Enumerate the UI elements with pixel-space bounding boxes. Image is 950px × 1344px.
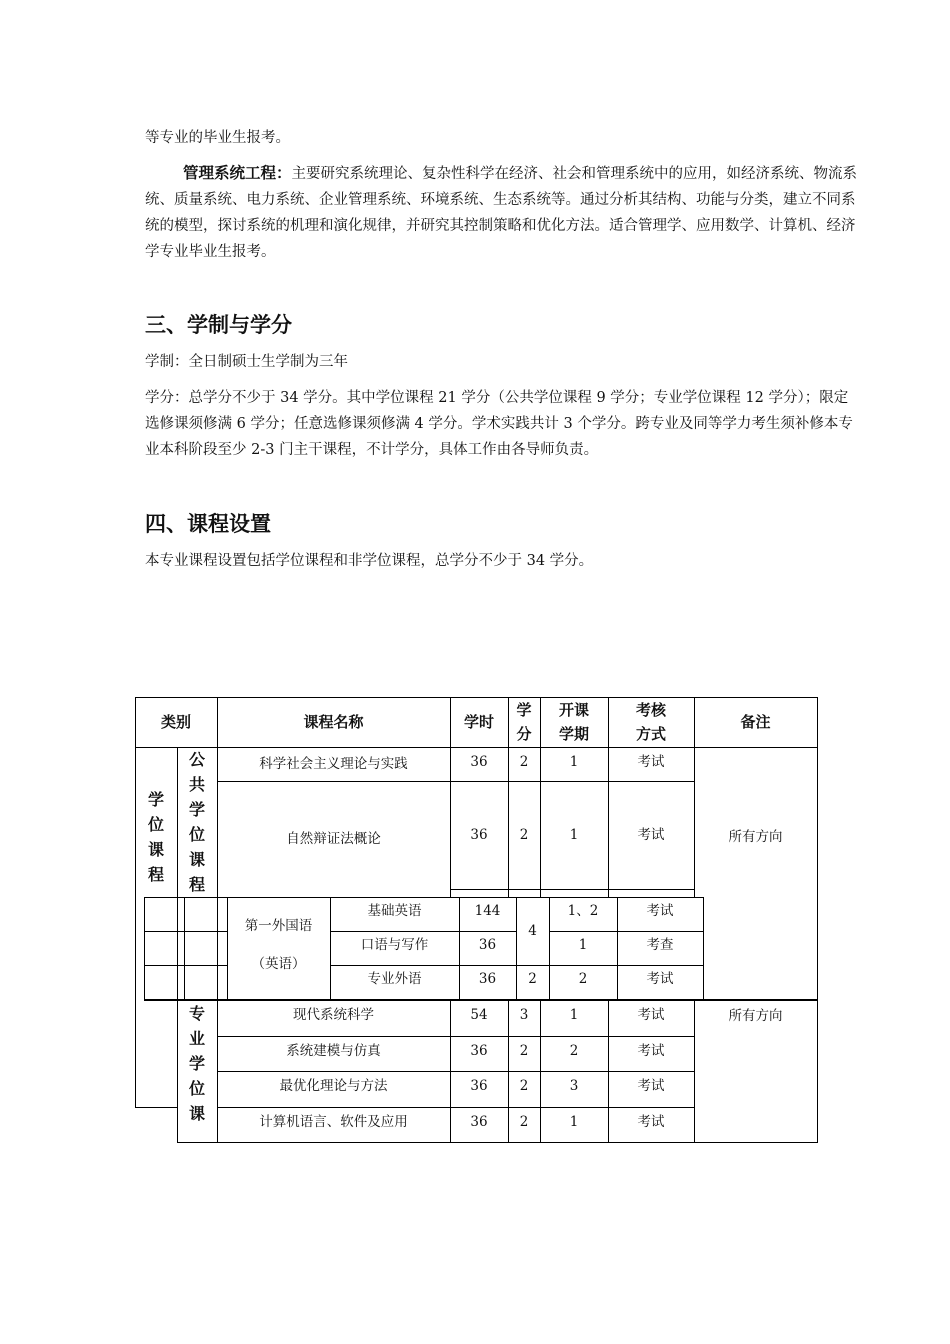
course-hours: 36 [470, 1114, 488, 1130]
course-hours: 36 [470, 754, 488, 770]
table-rule [608, 1001, 609, 1143]
table-rule [144, 931, 227, 932]
table-rule [450, 697, 451, 897]
table-rule [330, 965, 704, 966]
course-hours: 36 [478, 971, 497, 987]
course-semester: 1 [569, 827, 579, 843]
course-exam: 考试 [637, 754, 665, 770]
course-credits: 2 [519, 1114, 529, 1130]
table-rule [135, 697, 136, 1108]
table-rule [508, 697, 509, 897]
course-name: 专业外语 [367, 971, 422, 987]
course-semester: 3 [569, 1078, 579, 1094]
course-hours: 54 [470, 1007, 488, 1023]
course-credits: 2 [519, 1043, 529, 1059]
table-rule [177, 747, 178, 1143]
table-rule [817, 697, 818, 1143]
table-rule [508, 1001, 509, 1143]
table-rule [217, 697, 218, 1143]
course-credits: 2 [519, 827, 529, 843]
duration-text: 学制：全日制硕士生学制为三年 [145, 354, 348, 370]
course-exam: 考试 [637, 1114, 665, 1130]
course-name: 基础英语 [367, 903, 422, 919]
table-rule [144, 897, 145, 1000]
table-rule [450, 1001, 451, 1143]
table-rule [516, 897, 517, 1000]
header-credits: 学分 [516, 701, 532, 743]
course-hours: 36 [478, 937, 497, 953]
table-rule [703, 897, 704, 1000]
course-name: 现代系统科学 [293, 1007, 374, 1023]
course-credits: 2 [519, 1078, 529, 1094]
course-credits: 2 [519, 754, 529, 770]
intro-tail: 等专业的毕业生报考。 [145, 130, 290, 146]
public-courses-label: 公共学位课程 [188, 750, 205, 894]
mse-text: 主要研究系统理论、复杂性科学在经济、社会和管理系统中的应用，如经济系统、物流系统、质量系统、电力系统、企业管理系统、环境系统、生态系统等。通过分析其结构、功能与分类，建立不同系统的模型，探讨系统的机理和演化规律，并研究其控制策略和优化方法。适合管理学、应用数学、计算机、经济学专业毕业生报考。 [145, 166, 858, 260]
table-rule [694, 697, 695, 897]
course-exam: 考试 [646, 971, 674, 987]
course-name: 计算机语言、软件及应用 [259, 1114, 408, 1130]
course-credits: 2 [528, 971, 537, 987]
header-semester: 开课学期 [558, 701, 589, 743]
course-name: 口语与写作 [360, 937, 429, 953]
course-name: 系统建模与仿真 [286, 1043, 381, 1059]
table-rule [540, 697, 541, 897]
course-hours: 144 [474, 903, 501, 919]
table-rule [450, 889, 694, 890]
course-exam: 考试 [646, 903, 674, 919]
table-rule [330, 897, 331, 1000]
course-exam: 考试 [637, 1078, 665, 1094]
mse-label: 管理系统工程： [183, 164, 292, 182]
header-hours: 学时 [463, 713, 494, 731]
course-credits: 3 [519, 1007, 529, 1023]
credits-text: 学分：总学分不少于 34 学分。其中学位课程 21 学分（公共学位课程 9 学分；专业学位课程 12 学分）；限定选修课须修满 6 学分；任意选修课须修满 4 学分。学术实践共计 3 个学分。跨专业及同等学力考生须补修本专业本科阶段至少 2-3 门主干课程，不计学分，具体工作由各导师负责。 [145, 390, 853, 458]
course-name: 科学社会主义理论与实践 [259, 756, 408, 772]
course-hours: 36 [470, 827, 488, 843]
course-exam: 考试 [637, 1043, 665, 1059]
table-rule [135, 697, 818, 698]
table-rule [694, 1001, 695, 1143]
course-hours: 36 [470, 1078, 488, 1094]
table-rule [459, 897, 460, 1000]
course-hours: 36 [470, 1043, 488, 1059]
major-remarks: 所有方向 [728, 1008, 783, 1024]
table-rule [549, 931, 704, 932]
table-rule [217, 1107, 694, 1108]
section4-text: 本专业课程设置包括学位课程和非学位课程，总学分不少于 34 学分。 [145, 553, 594, 569]
table-rule [540, 1001, 541, 1143]
mse-paragraph [145, 160, 860, 265]
table-rule [217, 1071, 694, 1072]
table-rule [217, 781, 694, 782]
course-semester: 2 [578, 971, 588, 987]
course-exam: 考试 [637, 1007, 665, 1023]
section4-title: 四、课程设置 [145, 512, 271, 536]
header-category: 类别 [160, 713, 191, 731]
english-shared-credits: 4 [528, 923, 537, 939]
table-rule [135, 1107, 177, 1108]
course-exam: 考查 [646, 937, 674, 953]
header-course: 课程名称 [303, 713, 364, 731]
table-rule [177, 1142, 818, 1143]
course-semester: 1 [578, 937, 588, 953]
table-rule [135, 747, 818, 748]
header-exam: 考核方式 [635, 701, 666, 743]
table-rule [330, 931, 516, 932]
course-semester: 2 [569, 1043, 579, 1059]
major-courses-label: 专业学位课 [188, 1004, 205, 1123]
course-semester: 1、2 [567, 903, 599, 919]
table-rule [144, 999, 818, 1001]
section3-title: 三、学制与学分 [145, 313, 292, 337]
table-rule [217, 1036, 694, 1037]
table-rule [608, 697, 609, 897]
course-semester: 1 [569, 754, 579, 770]
table-rule [144, 897, 704, 898]
course-name: 自然辩证法概论 [286, 831, 381, 847]
table-rule [144, 965, 227, 966]
table-rule [184, 897, 185, 1000]
course-name: 最优化理论与方法 [279, 1078, 388, 1094]
public-remarks: 所有方向 [728, 829, 783, 845]
course-semester: 1 [569, 1114, 579, 1130]
degree-courses-label: 学位课程 [147, 790, 164, 884]
foreign-language-label: 第一外国语 [244, 918, 313, 934]
table-rule [617, 897, 618, 1000]
table-rule [227, 897, 228, 1000]
foreign-language-english: （英语） [251, 956, 306, 972]
course-exam: 考试 [637, 827, 665, 843]
header-remarks: 备注 [740, 713, 771, 731]
course-semester: 1 [569, 1007, 579, 1023]
table-rule [549, 897, 550, 1000]
